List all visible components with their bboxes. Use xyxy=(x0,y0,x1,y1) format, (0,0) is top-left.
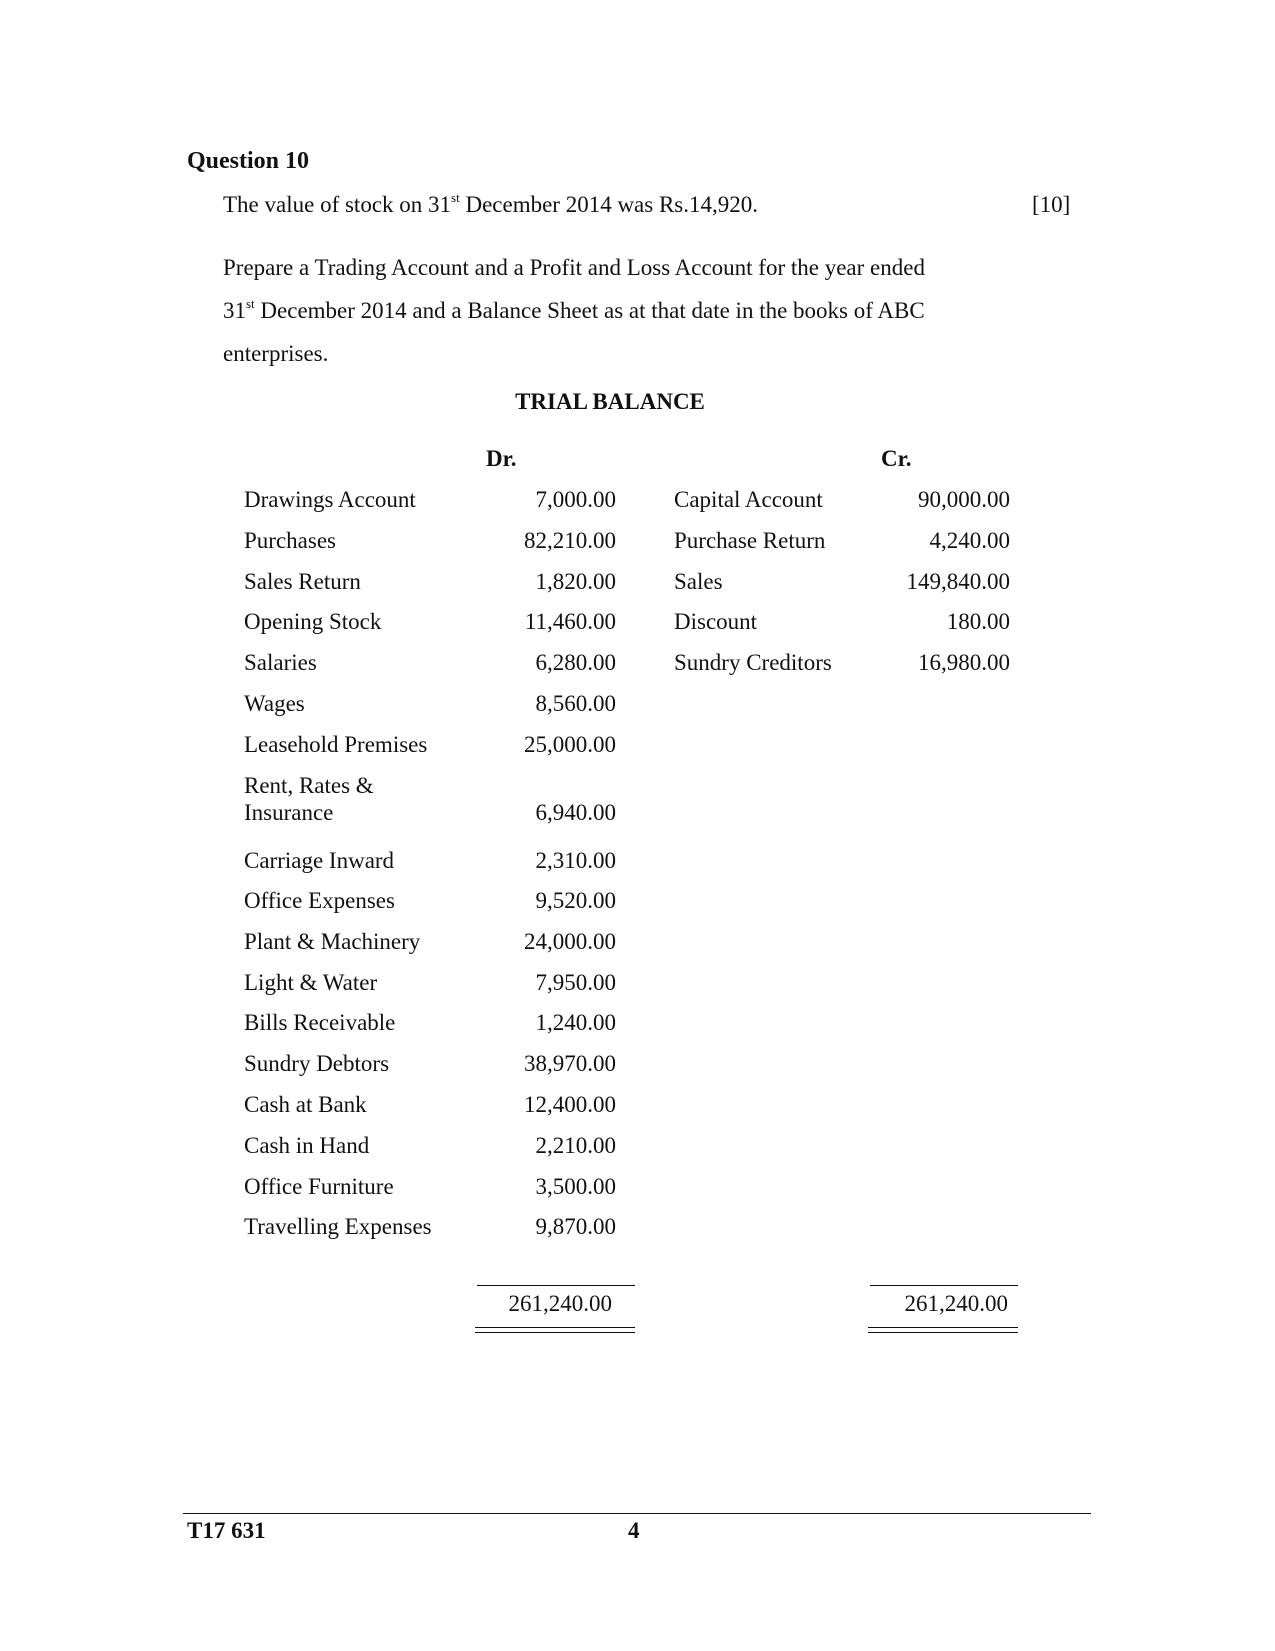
dr-account-label: Wages xyxy=(244,691,305,716)
dr-amount: 1,240.00 xyxy=(535,1010,616,1035)
cr-total-double-rule xyxy=(868,1327,1018,1333)
stock-statement xyxy=(223,192,758,218)
dr-account-label: Leasehold Premises xyxy=(244,732,428,757)
cr-account-label: Purchase Return xyxy=(674,528,826,553)
dr-header: Dr. xyxy=(486,446,517,471)
dr-account-label: Purchases xyxy=(244,528,336,553)
dr-amount: 6,280.00 xyxy=(535,650,616,675)
stock-text-sup: st xyxy=(451,190,460,205)
cr-total: 261,240.00 xyxy=(904,1291,1008,1316)
question-title: Question 10 xyxy=(187,148,310,174)
dr-account-label: Bills Receivable xyxy=(244,1010,396,1035)
dr-amount: 12,400.00 xyxy=(524,1092,616,1117)
trial-balance-title: TRIAL BALANCE xyxy=(515,389,705,414)
dr-amount: 11,460.00 xyxy=(524,609,616,634)
dr-amount: 6,940.00 xyxy=(535,800,616,825)
dr-account-label: Sales Return xyxy=(244,569,361,594)
dr-total-rule xyxy=(477,1285,635,1286)
dr-account-label: Travelling Expenses xyxy=(244,1214,432,1239)
dr-amount: 8,560.00 xyxy=(535,691,616,716)
cr-account-label: Discount xyxy=(674,609,758,634)
dr-amount: 82,210.00 xyxy=(524,528,616,553)
page-number: 4 xyxy=(628,1518,640,1543)
dr-account-label: Office Expenses xyxy=(244,888,395,913)
dr-amount: 9,520.00 xyxy=(535,888,616,913)
dr-account-label: Opening Stock xyxy=(244,609,382,634)
dr-amount: 1,820.00 xyxy=(535,569,616,594)
instruction-line-1: Prepare a Trading Account and a Profit and Loss Account for the year ended xyxy=(223,255,925,280)
cr-account-label: Sales xyxy=(674,569,723,594)
cr-account-label: Sundry Creditors xyxy=(674,650,832,675)
instruction-line-2-sup: st xyxy=(246,296,255,311)
dr-total: 261,240.00 xyxy=(508,1291,612,1316)
dr-amount: 2,210.00 xyxy=(535,1133,616,1158)
cr-header: Cr. xyxy=(881,446,912,471)
dr-amount: 25,000.00 xyxy=(524,732,616,757)
cr-total-rule xyxy=(870,1285,1018,1286)
dr-account-label: Salaries xyxy=(244,650,317,675)
dr-account-label: Rent, Rates & xyxy=(244,773,374,798)
cr-amount: 4,240.00 xyxy=(929,528,1010,553)
instruction-line-2-post: December 2014 and a Balance Sheet as at that date in the books of ABC xyxy=(254,298,925,323)
dr-account-label: Drawings Account xyxy=(244,487,416,512)
dr-account-label: Cash at Bank xyxy=(244,1092,367,1117)
dr-account-label: Office Furniture xyxy=(244,1174,394,1199)
dr-account-label-cont: Insurance xyxy=(244,800,334,825)
dr-amount: 7,000.00 xyxy=(535,487,616,512)
dr-account-label: Plant & Machinery xyxy=(244,929,421,954)
dr-amount: 3,500.00 xyxy=(535,1174,616,1199)
dr-account-label: Cash in Hand xyxy=(244,1133,370,1158)
dr-amount: 38,970.00 xyxy=(524,1051,616,1076)
dr-amount: 7,950.00 xyxy=(535,970,616,995)
stock-text-post: December 2014 was Rs.14,920. xyxy=(459,192,759,217)
instruction-line-2-pre: 31 xyxy=(223,298,246,323)
dr-total-double-rule xyxy=(475,1327,635,1333)
instruction-line-3: enterprises. xyxy=(223,341,329,366)
cr-amount: 180.00 xyxy=(946,609,1010,634)
footer-code: T17 631 xyxy=(187,1518,266,1543)
cr-amount: 16,980.00 xyxy=(918,650,1010,675)
cr-amount: 149,840.00 xyxy=(906,569,1010,594)
footer-rule xyxy=(183,1513,1091,1514)
stock-text-pre: The value of stock on 31 xyxy=(223,192,452,217)
cr-account-label: Capital Account xyxy=(674,487,823,512)
dr-amount: 24,000.00 xyxy=(524,929,616,954)
dr-account-label: Light & Water xyxy=(244,970,378,995)
dr-amount: 2,310.00 xyxy=(535,848,616,873)
dr-account-label: Sundry Debtors xyxy=(244,1051,390,1076)
marks: [10] xyxy=(1032,192,1071,217)
dr-account-label: Carriage Inward xyxy=(244,848,395,873)
instruction-line-2 xyxy=(223,289,925,332)
instruction-paragraph xyxy=(223,246,925,375)
cr-amount: 90,000.00 xyxy=(918,487,1010,512)
dr-amount: 9,870.00 xyxy=(535,1214,616,1239)
